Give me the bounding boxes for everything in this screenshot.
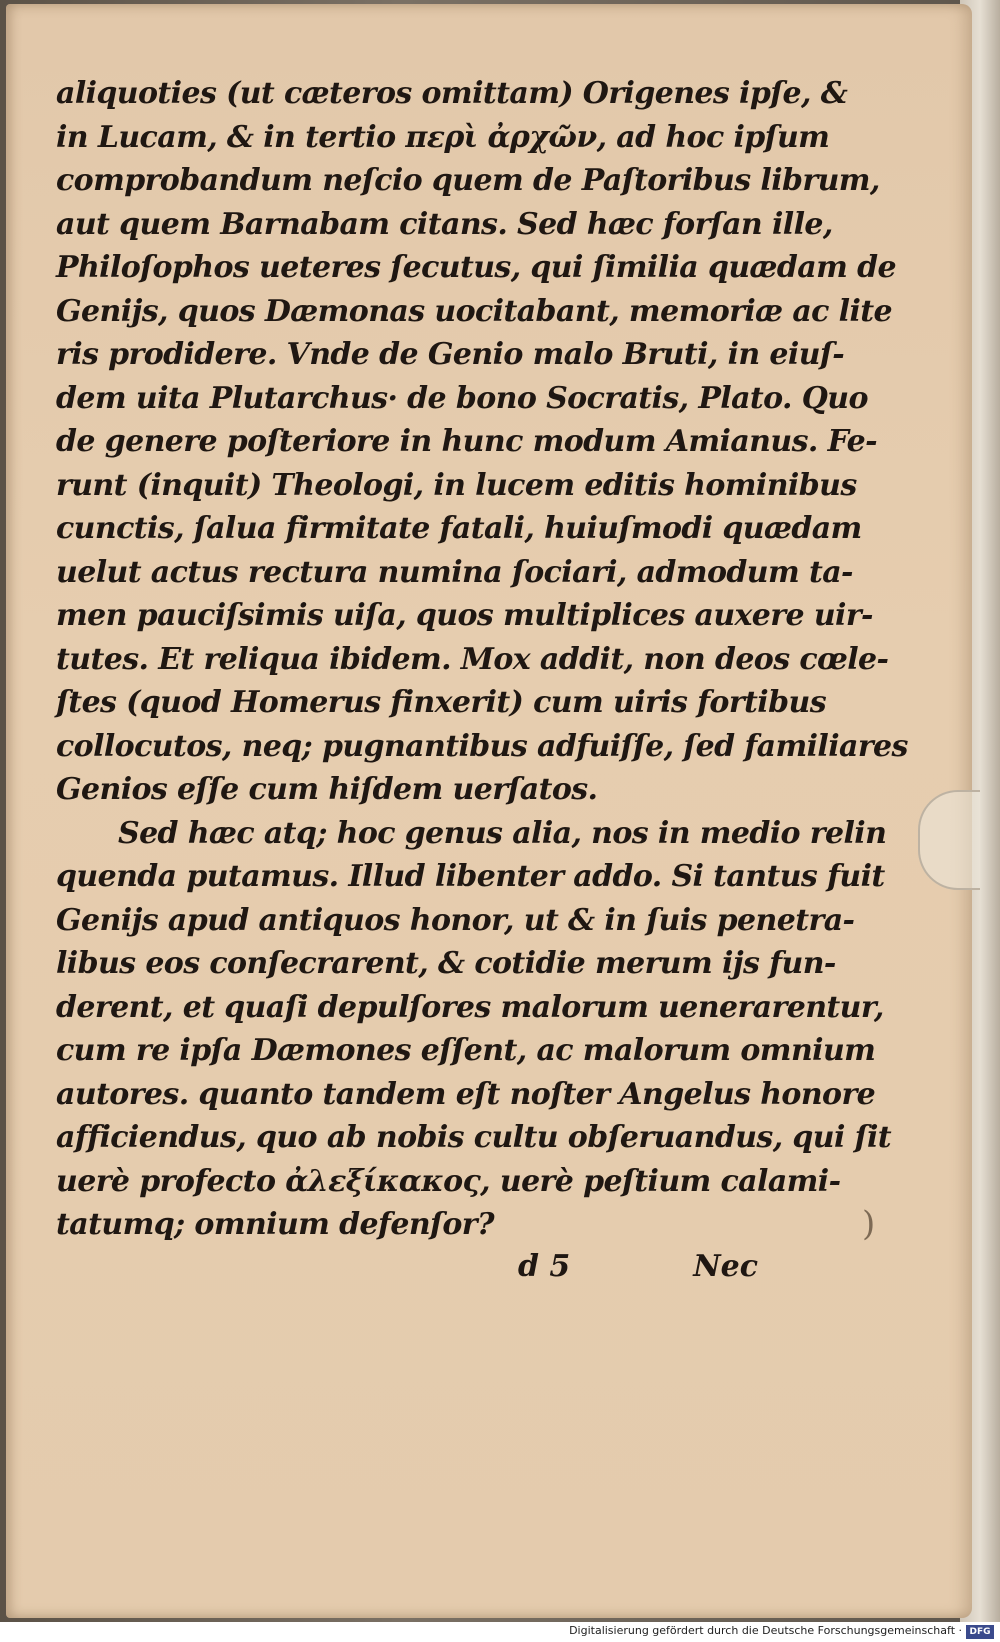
text-line: uelut actus rectura numina ſociari, admodum ta- [56,554,853,590]
text-line: quenda putamus. Illud libenter addo. Si tantus fuit [56,859,885,894]
page-foot [518,1249,758,1293]
digitization-footer [0,1622,1000,1642]
text-line: Genijs apud antiquos honor, ut & in ſuis penetra- [56,902,855,938]
text-line: aut quem Barnabam citans. Sed hæc forſan ille, [56,206,833,242]
text-line: autores. quanto tandem eſt noſter Angelus honore [56,1076,876,1112]
text-line: de genere poſteriore in hunc modum Amianus. Fe- [56,424,877,459]
text-line: Genijs, quos Dæmonas uocitabant, memoriæ ac lite [56,293,893,329]
text-line: cum re ipſa Dæmones eſſent, ac malorum omnium [56,1033,876,1068]
text-line: dem uita Plutarchus· de bono Socratis, Plato. Quo [56,380,868,416]
book-page [6,4,972,1618]
text-line: men pauciſsimis uiſa, quos multiplices auxere uir- [56,598,873,633]
paragraph-start-line: Sed hæc atq; hoc genus alia, nos in medio relin [118,815,887,851]
text-line: comprobandum neſcio quem de Paſtoribus librum, [56,163,880,198]
text-line: ris prodidere. Vnde de Genio malo Bruti, in eiuſ- [56,337,845,372]
text-line: uerè profecto ἀλεξίκακος, uerè peſtium calami- [56,1163,841,1199]
catchword: Nec [693,1249,758,1284]
dfg-logo: DFG [966,1625,994,1639]
signature-mark: d 5 [518,1249,571,1284]
text-line: in Lucam, & in tertio περὶ ἀρχῶν, ad hoc ipſum [56,119,830,155]
text-line: derent, et quaſi depulſores malorum uenerarentur, [56,989,884,1025]
text-line: libus eos conſecrarent, & cotidie merum ijs fun- [56,946,836,981]
text-line: Philoſophos ueteres ſecutus, qui ſimilia quædam de [56,250,896,285]
text-line: ſtes (quod Homerus finxerit) cum uiris fortibus [56,685,826,720]
text-line: collocutos, neq; pugnantibus adfuiſſe, ſed familiares [56,728,908,764]
body-text [56,72,908,1247]
text-line: cunctis, ſalua firmitate fatali, huiuſmodi quædam [56,511,862,546]
text-line: afficiendus, quo ab nobis cultu obſeruandus, qui ſit [56,1120,891,1155]
text-line: Genios eſſe cum hiſdem uerſatos. [56,772,598,807]
text-line: aliquoties (ut cæteros omittam) Origenes ipſe, & [56,76,848,111]
text-line: tutes. Et reliqua ibidem. Mox addit, non deos cœle- [56,641,889,677]
text-line: runt (inquit) Theologi, in lucem editis hominibus [56,467,857,503]
page-tab-shadow [918,790,980,890]
text-line: tatumq; omnium defenſor? [56,1207,494,1242]
funding-credit: Digitalisierung gefördert durch die Deutsche Forschungsgemeinschaft · [569,1624,962,1637]
margin-mark: ) [862,1204,876,1244]
